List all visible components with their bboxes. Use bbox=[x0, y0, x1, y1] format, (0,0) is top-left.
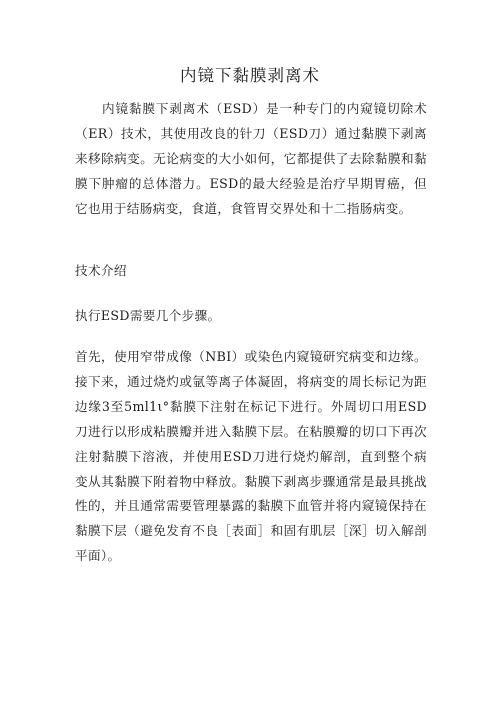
section-heading: 技术介绍 bbox=[75, 263, 127, 278]
intro-paragraph: 内镜黏膜下剥离术（ESD）是一种专门的内窥镜切除术（ER）技术，其使用改良的针刀（ESD刀）通过黏膜下剥离来移除病变。无论病变的大小如何，它都提供了去除黏膜和黏膜下肿瘤的总体潜力。ESD的最大经验是治疗早期胃癌，但它也用于结肠病变，食道，食管胃交界处和十二指肠病变。 bbox=[75, 101, 427, 216]
document-title: 内镜下黏膜剥离术 bbox=[180, 66, 320, 85]
steps-heading: 执行ESD需要几个步骤。 bbox=[75, 308, 221, 323]
steps-paragraph: 首先，使用窄带成像（NBI）或染色内窥镜研究病变和边缘。接下来，通过烧灼或氩等离子体凝固，将病变的周长标记为距边缘3至5ml1ι°黏膜下注射在标记下进行。外周切口用ESD刀进行以形成粘膜瓣并进入黏膜下层。在粘膜瓣的切口下再次注射黏膜下溶液，并使用ESD刀进行烧灼解剖，直到整个病变从其黏膜下附着物中释放。黏膜下剥离步骤通常是最具挑战性的，并且通常需要管理暴露的黏膜下血管并将内窥镜保持在黏膜下层（避免发育不良［表面］和固有肌层［深］切入解剖平面）。 bbox=[75, 349, 427, 564]
